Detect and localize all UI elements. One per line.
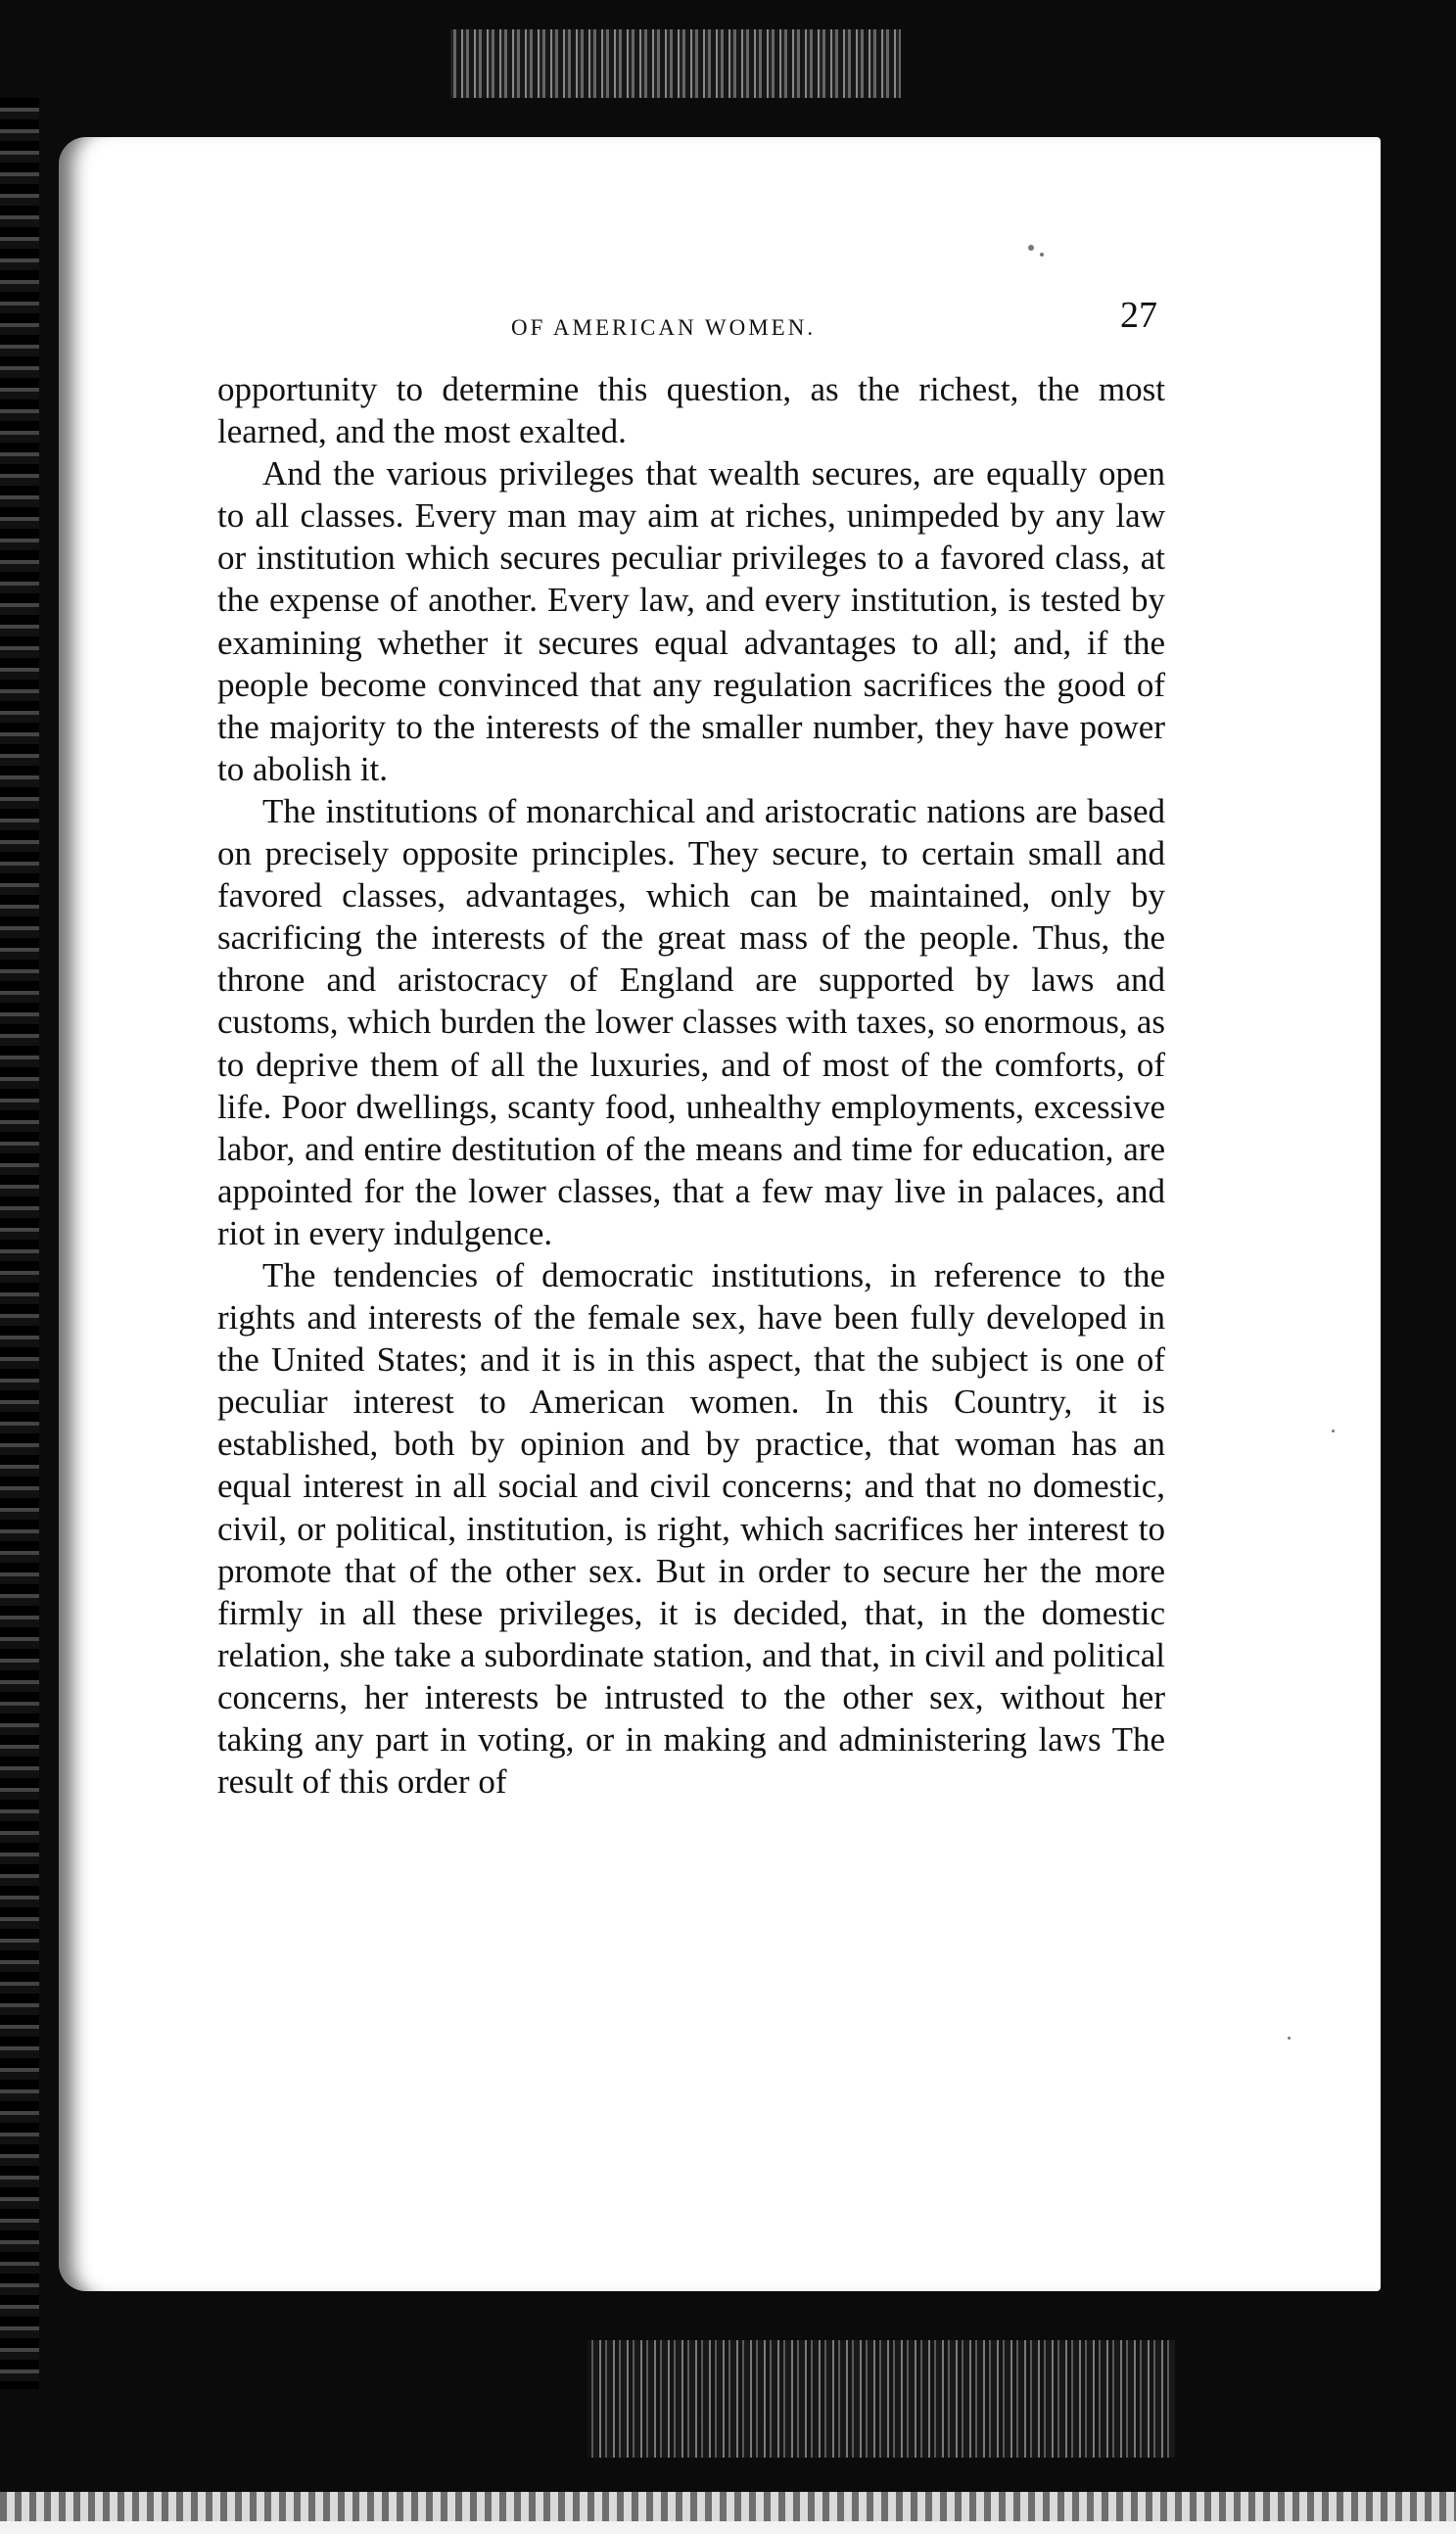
running-head: OF AMERICAN WOMEN. [511,315,817,340]
dust-speck [1288,2037,1291,2040]
page-number: 27 [1120,295,1157,336]
book-spine-shadow [0,98,39,2389]
dust-speck [1332,1430,1335,1432]
paragraph: opportunity to determine this question, as the richest, the most learned, and the most exalted. [217,370,1165,451]
dust-speck [1028,245,1034,251]
scan-noise-top [450,29,901,98]
dust-speck [1040,253,1044,257]
paragraph: The institutions of monarchical and aristocratic nations are based on precisely opposite principles. They secure, to certain small and favored classes, advantages, which can be maintained, only by sacrificing the interests of the great mass of the people. Thus, the throne and aristocracy of England are supported by laws and customs, which burden the lower classes with taxes, so enormous, as to deprive them of all the luxuries, and of most of the comforts, of life. Poor dwellings, scanty food, unhealthy employments, excessive labor, and entire destitution of the means and time for education, are appointed for the lower classes, that a few may live in palaces, and riot in every indulgence. [217,791,1165,1252]
paragraph: The tendencies of democratic institutions, in reference to the rights and interests of the female sex, have been fully developed in the United States; and it is in this aspect, that the subject is one of peculiar interest to American women. In this Country, it is established, both by opinion and by practice, that woman has an equal interest in all social and civil concerns; and that no domestic, civil, or political, institution, is right, which sacrifices her interest to promote that of the other sex. But in order to secure her the more firmly in all these privileges, it is decided, that, in the domestic relation, she take a subordinate station, and that, in civil and political concerns, her interests be intrusted to the other sex, without her taking any part in voting, or in making and administering laws The result of this order of [217,1255,1165,1802]
scan-bottom-ink [0,2492,1456,2521]
scan-noise-bottom [587,2340,1175,2458]
page-header [217,294,1165,343]
paragraph: And the various privileges that wealth secures, are equally open to all classes. Every man may aim at riches, unimpeded by any law or institution which secures peculiar privileges to a favored class, at the expense of another. Every law, and every institution, is tested by examining whether it secures equal advantages to all; and, if the people become convinced that any regulation sacrifices the good of the majority to the interests of the smaller number, they have power to abolish it. [217,454,1165,788]
body-text [217,368,1165,1803]
